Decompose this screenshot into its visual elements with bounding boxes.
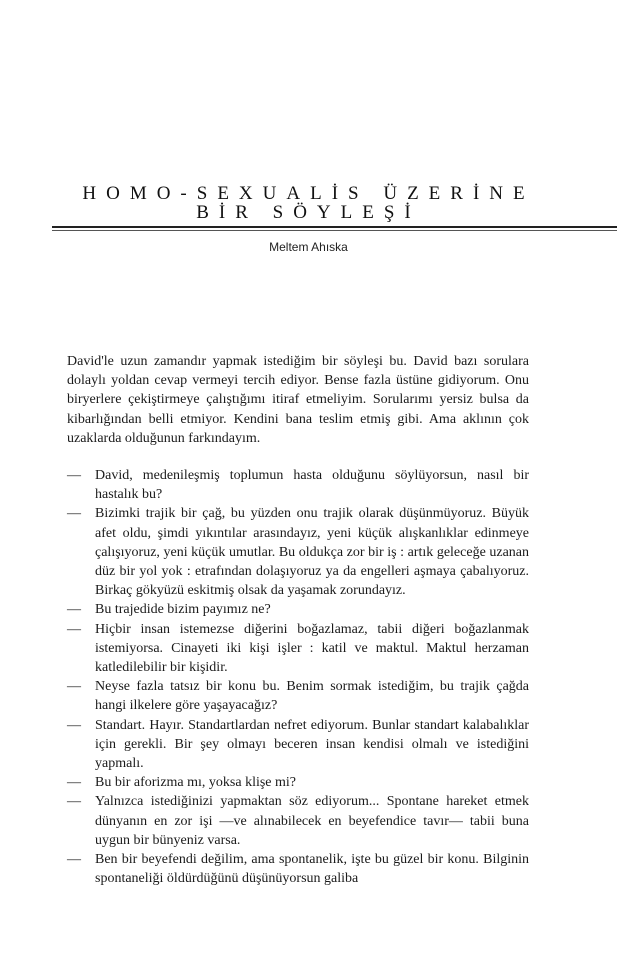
- dialogue-line: [67, 600, 529, 619]
- dialogue-line: [67, 716, 529, 774]
- dialogue-dash: —: [67, 621, 81, 637]
- dialogue-text: Hiçbir insan istemezse diğerini boğazlamaz, tabii diğeri boğazlanmak istemiyorsa. Cinayeti iki kişi işler : katil ve maktul. Maktul herzaman katledilebilir bir kişidir.: [95, 621, 529, 676]
- dialogue-text: Bu bir aforizma mı, yoksa klişe mi?: [95, 775, 297, 791]
- dialogue-line: [67, 677, 529, 715]
- dialogue-dash: —: [67, 468, 81, 484]
- dialogue-text: Standart. Hayır. Standartlardan nefret ediyorum. Bunlar standart kalabalıklar için gerekli. Bir şey olmayı beceren insan kendisi olmalı ve istediğini yapmalı.: [95, 717, 529, 772]
- article-title-line-2: BİR SÖYLEŞİ: [196, 202, 421, 223]
- dialogue-dash: —: [67, 506, 81, 522]
- article-title-line-1: HOMO-SEXUALİS ÜZERİNE: [82, 183, 535, 204]
- dialogue-dash: —: [67, 794, 81, 810]
- title-rule-thin: [52, 230, 617, 231]
- dialogue-text: Ben bir beyefendi değilim, ama spontanelik, işte bu güzel bir konu. Bilginin spontaneliği öldürdüğünü düşünüyorsun galiba: [95, 852, 529, 887]
- dialogue-text: Bu trajedide bizim payımız ne?: [95, 602, 271, 618]
- dialogue-text: Neyse fazla tatsız bir konu bu. Benim sormak istediğim, bu trajik çağda hangi ilkelere göre yaşayacağız?: [95, 679, 529, 714]
- title-rule: [52, 226, 617, 228]
- dialogue-dash: —: [67, 852, 81, 868]
- dialogue-line: [67, 504, 529, 600]
- dialogue-line: [67, 792, 529, 850]
- dialogue-line: [67, 466, 529, 504]
- author-name: Meltem Ahıska: [269, 240, 348, 254]
- dialogue-line: [67, 850, 529, 888]
- dialogue-dash: —: [67, 775, 81, 791]
- dialogue-text: Yalnızca istediğinizi yapmaktan söz ediyorum... Spontane hareket etmek dünyanın en zor işi —ve alınabilecek en beyefendice tavır— tabii buna uygun bir bünyeniz varsa.: [95, 794, 529, 848]
- dialogue-dash: —: [67, 602, 81, 618]
- intro-paragraph: David'le uzun zamandır yapmak istediğim bir söyleşi bu. David bazı sorulara dolaylı yoldan cevap vermeyi tercih ediyor. Bense fazla üstüne gidiyorum. Onu biryerlere çekiştirmeye çalıştığımı itiraf etmeliyim. Sorularımı yersiz bulsa da kibarlığından belli etmiyor. Kendini bana teslim etmiş gibi. Ama aklının çok uzaklarda olduğunun farkındayım.: [67, 354, 529, 446]
- dialogue-text: Bizimki trajik bir çağ, bu yüzden onu trajik olarak düşünmüyoruz. Büyük afet oldu, şimdi yıkıntılar arasındayız, yeni küçük alışkanlıklar edinmeye çalışıyoruz, yeni küçük umutlar. Bu oldukça zor bir iş : artık geleceğe uzanan düz bir yol yok : etrafından dolaşıyoruz ya da engelleri aşmaya çabalıyoruz. Birkaç gökyüzü eskitmiş olsak da yaşamak zorundayız.: [95, 506, 529, 599]
- dialogue-text: David, medenileşmiş toplumun hasta olduğunu söylüyorsun, nasıl bir hastalık bu?: [95, 468, 529, 503]
- dialogue-line: [67, 620, 529, 678]
- dialogue-dash: —: [67, 679, 81, 695]
- dialogue-dash: —: [67, 717, 81, 733]
- dialogue-line: [67, 773, 529, 792]
- article-body: [67, 352, 529, 888]
